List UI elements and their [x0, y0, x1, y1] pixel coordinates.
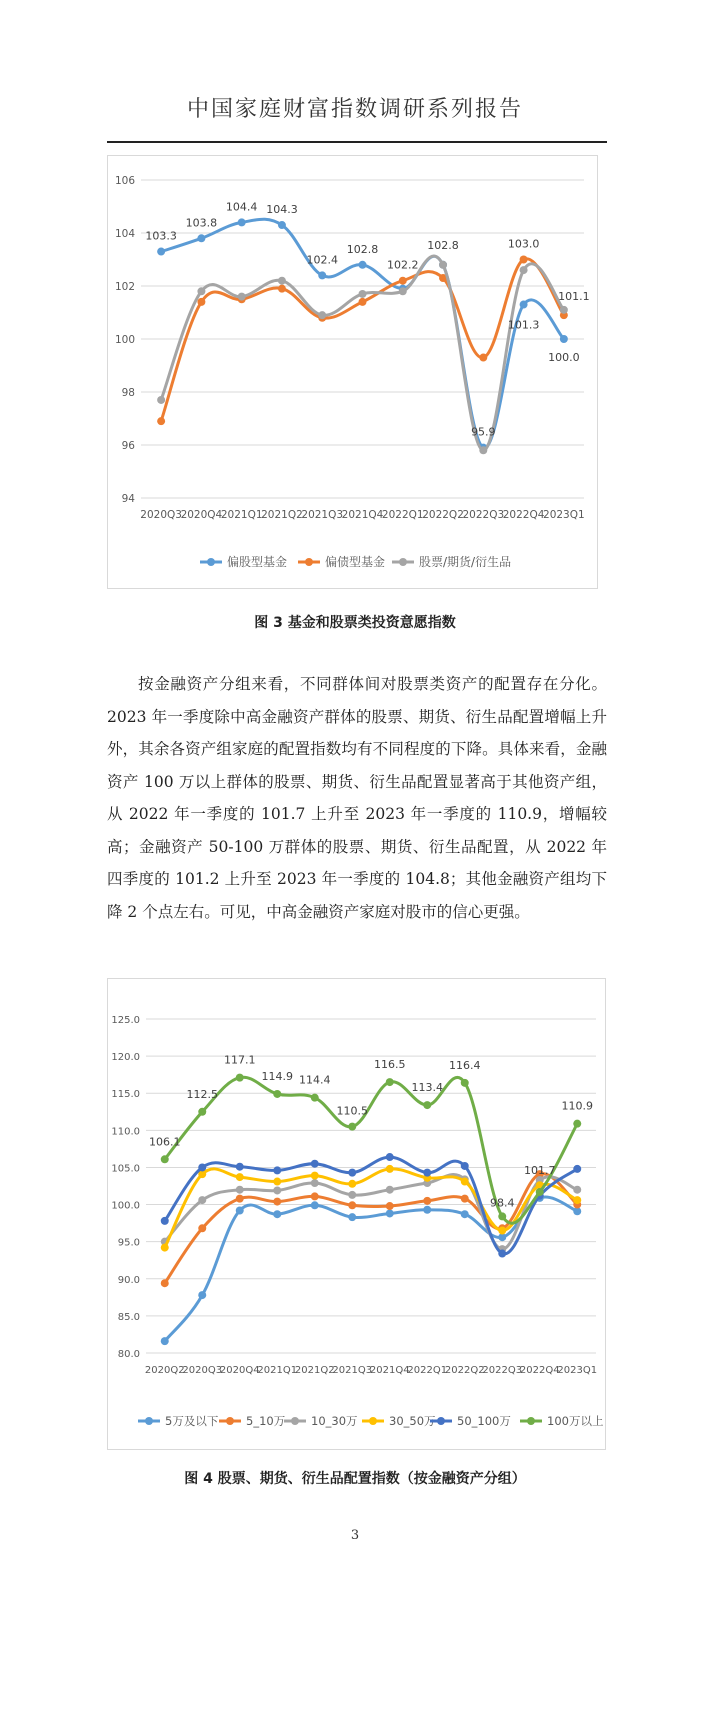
x-tick-label: 2022Q4 [519, 1365, 560, 1376]
y-tick-label: 115.0 [111, 1089, 140, 1101]
data-label: 100.0 [548, 351, 580, 364]
y-tick-label: 125.0 [111, 1015, 140, 1026]
x-tick-label: 2021Q4 [341, 509, 384, 521]
data-point [161, 1279, 169, 1287]
legend-label-1: 偏股型基金 [227, 555, 288, 569]
legend-label-2: 偏债型基金 [325, 555, 386, 569]
data-point [386, 1202, 394, 1210]
data-point [273, 1186, 281, 1194]
report-header-title: 中国家庭财富指数调研系列报告 [186, 97, 523, 122]
data-point [198, 1291, 206, 1299]
page-number: 3 [350, 1528, 360, 1543]
data-point [278, 277, 286, 285]
data-point [348, 1180, 356, 1188]
data-label: 103.8 [185, 216, 218, 230]
header-divider [107, 141, 607, 143]
data-point [236, 1173, 244, 1181]
data-point [573, 1165, 581, 1173]
data-point [197, 234, 205, 242]
data-point [197, 287, 205, 295]
legend-label-6: 100万以上 [547, 1414, 604, 1428]
y-tick-label: 102 [114, 281, 135, 293]
x-tick-label: 2022Q4 [502, 509, 545, 521]
data-point [311, 1201, 319, 1209]
data-label: 113.4 [411, 1081, 443, 1095]
legend-marker [527, 1417, 535, 1425]
data-point [498, 1227, 506, 1235]
y-tick-label: 85.0 [117, 1311, 140, 1323]
data-point [197, 298, 205, 306]
legend-label-3: 股票/期货/衍生品 [419, 555, 512, 569]
data-point [359, 290, 367, 298]
legend-label-5: 50_100万 [457, 1414, 511, 1428]
data-point [423, 1197, 431, 1205]
data-label: 102.8 [346, 242, 379, 256]
data-point [399, 287, 407, 295]
legend-marker [437, 1417, 445, 1425]
x-tick-label: 2023Q1 [557, 1365, 598, 1376]
data-point [311, 1179, 319, 1187]
data-point [161, 1337, 169, 1345]
y-tick-label: 100 [114, 334, 135, 346]
data-point [439, 261, 447, 269]
data-point [198, 1224, 206, 1232]
data-label: 104.3 [266, 203, 298, 217]
data-point [359, 261, 367, 269]
data-point [348, 1123, 356, 1131]
data-point [278, 221, 286, 229]
data-point [461, 1210, 469, 1218]
data-point [348, 1213, 356, 1221]
data-point [560, 306, 568, 314]
data-point [236, 1163, 244, 1171]
chart-2-canvas [108, 979, 605, 1449]
data-point [236, 1195, 244, 1203]
x-tick-label: 2021Q1 [220, 509, 263, 521]
x-tick-label: 2020Q4 [180, 509, 223, 521]
legend-marker [305, 558, 313, 566]
data-point [273, 1198, 281, 1206]
data-label: 110.5 [336, 1104, 368, 1118]
legend-marker [399, 558, 407, 566]
data-label: 101.1 [558, 289, 590, 303]
legend-marker [226, 1417, 234, 1425]
chart-fund-investment-willingness [107, 155, 598, 589]
legend-marker [145, 1417, 153, 1425]
legend-marker [291, 1417, 299, 1425]
y-tick-label: 104 [114, 228, 135, 240]
data-point [461, 1195, 469, 1203]
data-point [157, 417, 165, 425]
data-point [318, 271, 326, 279]
data-point [157, 396, 165, 404]
legend-label-2: 5_10万 [246, 1414, 286, 1428]
x-tick-label: 2021Q2 [261, 509, 303, 521]
y-tick-label: 120.0 [111, 1052, 140, 1064]
chart-stock-allocation-by-asset-group [107, 978, 606, 1450]
data-point [386, 1165, 394, 1173]
data-label: 103.3 [145, 229, 177, 243]
data-point [479, 354, 487, 362]
x-tick-label: 2021Q3 [332, 1365, 373, 1376]
data-point [318, 311, 326, 319]
y-tick-label: 98 [121, 387, 135, 399]
data-label: 102.8 [427, 238, 459, 252]
data-point [311, 1192, 319, 1200]
data-point [498, 1250, 506, 1258]
data-label: 95.9 [471, 425, 496, 439]
data-point [198, 1108, 206, 1116]
y-tick-label: 80.0 [117, 1349, 140, 1360]
data-point [198, 1163, 206, 1171]
data-point [520, 301, 528, 309]
x-tick-label: 2021Q1 [257, 1365, 298, 1376]
data-point [161, 1217, 169, 1225]
data-point [198, 1196, 206, 1204]
data-point [461, 1178, 469, 1186]
x-tick-label: 2022Q2 [422, 509, 464, 521]
data-point [461, 1079, 469, 1087]
data-point [236, 1206, 244, 1214]
data-point [386, 1209, 394, 1217]
data-label: 104.4 [225, 200, 258, 214]
x-tick-label: 2023Q1 [543, 509, 585, 521]
data-label: 110.9 [561, 1099, 593, 1113]
body-paragraph: 按金融资产分组来看，不同群体间对股票类资产的配置存在分化。2023 年一季度除中高金融资产群体的股票、期货、衍生品配置增幅上升外，其余各资产组家庭的配置指数均有不同程度的下降。具体来看，金融资产 100 万以上群体的股票、期货、衍生品配置显著高于其他资产组，从 2022 年一季度的 101.7 上升至 2023 年一季度的 110.9，增幅较高；金融资产 50-100 万群体的股票、期货、衍生品配置，从 2022 年四季度的 101.2 上升至 2023 年一季度的 104.8；其他金融资产组均下降 2 个点左右。可见，中高金融资产家庭对股市的信心更强。 [107, 675, 607, 921]
data-point [348, 1201, 356, 1209]
data-point [238, 293, 246, 301]
x-tick-label: 2022Q3 [482, 1365, 523, 1376]
legend-label-4: 30_50万 [389, 1414, 436, 1428]
x-tick-label: 2020Q3 [182, 1365, 223, 1376]
data-point [461, 1162, 469, 1170]
y-tick-label: 94 [121, 493, 135, 505]
y-tick-label: 106 [114, 175, 135, 187]
data-point [273, 1166, 281, 1174]
y-tick-label: 96 [121, 440, 135, 452]
data-point [311, 1094, 319, 1102]
x-tick-label: 2022Q1 [381, 509, 424, 521]
x-tick-label: 2020Q4 [219, 1365, 260, 1376]
data-point [423, 1169, 431, 1177]
x-tick-label: 2020Q2 [144, 1365, 185, 1376]
data-point [399, 277, 407, 285]
x-tick-label: 2021Q3 [301, 509, 344, 521]
x-tick-label: 2020Q3 [140, 509, 182, 521]
data-point [273, 1210, 281, 1218]
data-point [573, 1196, 581, 1204]
data-label: 114.9 [261, 1069, 293, 1083]
data-point [273, 1178, 281, 1186]
x-tick-label: 2021Q2 [294, 1365, 335, 1376]
y-tick-label: 110.0 [111, 1126, 140, 1138]
series-line-6 [165, 1077, 578, 1223]
data-point [386, 1186, 394, 1194]
data-point [386, 1153, 394, 1161]
data-point [359, 298, 367, 306]
y-tick-label: 105.0 [111, 1163, 140, 1175]
data-point [278, 285, 286, 293]
data-label: 102.2 [387, 258, 419, 272]
chart-1-canvas [108, 156, 597, 588]
data-point [273, 1090, 281, 1098]
data-label: 114.4 [299, 1073, 331, 1087]
data-label: 101.7 [524, 1163, 556, 1177]
data-point [386, 1078, 394, 1086]
x-tick-label: 2022Q2 [444, 1365, 485, 1376]
y-tick-label: 95.0 [117, 1237, 140, 1249]
data-label: 98.4 [490, 1196, 515, 1210]
data-point [520, 256, 528, 264]
figure-4-caption: 图 4 股票、期货、衍生品配置指数（按金融资产分组） [184, 1471, 526, 1487]
y-tick-label: 100.0 [111, 1200, 140, 1212]
data-label: 101.3 [507, 318, 540, 332]
data-point [520, 266, 528, 274]
data-point [573, 1120, 581, 1128]
data-point [573, 1186, 581, 1194]
data-point [161, 1155, 169, 1163]
data-point [348, 1169, 356, 1177]
series-line-3 [161, 256, 564, 450]
x-tick-label: 2022Q1 [407, 1365, 448, 1376]
data-point [157, 248, 165, 256]
x-tick-label: 2022Q3 [462, 509, 505, 521]
data-point [479, 446, 487, 454]
legend-label-1: 5万及以下 [165, 1414, 219, 1428]
data-label: 103.0 [507, 237, 540, 251]
data-point [236, 1074, 244, 1082]
data-label: 116.4 [449, 1058, 481, 1072]
data-point [311, 1172, 319, 1180]
data-point [498, 1212, 506, 1220]
series-line-2 [161, 259, 564, 421]
data-point [536, 1188, 544, 1196]
legend-label-3: 10_30万 [311, 1414, 358, 1428]
data-point [236, 1186, 244, 1194]
data-label: 112.5 [186, 1087, 218, 1101]
x-tick-label: 2021Q4 [369, 1365, 410, 1376]
data-label: 106.1 [149, 1135, 181, 1149]
data-point [560, 335, 568, 343]
data-point [423, 1206, 431, 1214]
data-point [311, 1160, 319, 1168]
legend-marker [369, 1417, 377, 1425]
data-label: 116.5 [374, 1058, 406, 1072]
data-point [423, 1101, 431, 1109]
data-label: 117.1 [224, 1053, 256, 1067]
data-point [238, 218, 246, 226]
legend-marker [207, 558, 215, 566]
data-point [348, 1191, 356, 1199]
data-point [161, 1244, 169, 1252]
y-tick-label: 90.0 [117, 1274, 140, 1286]
figure-3-caption: 图 3 基金和股票类投资意愿指数 [254, 615, 456, 631]
data-label: 102.4 [306, 253, 338, 267]
